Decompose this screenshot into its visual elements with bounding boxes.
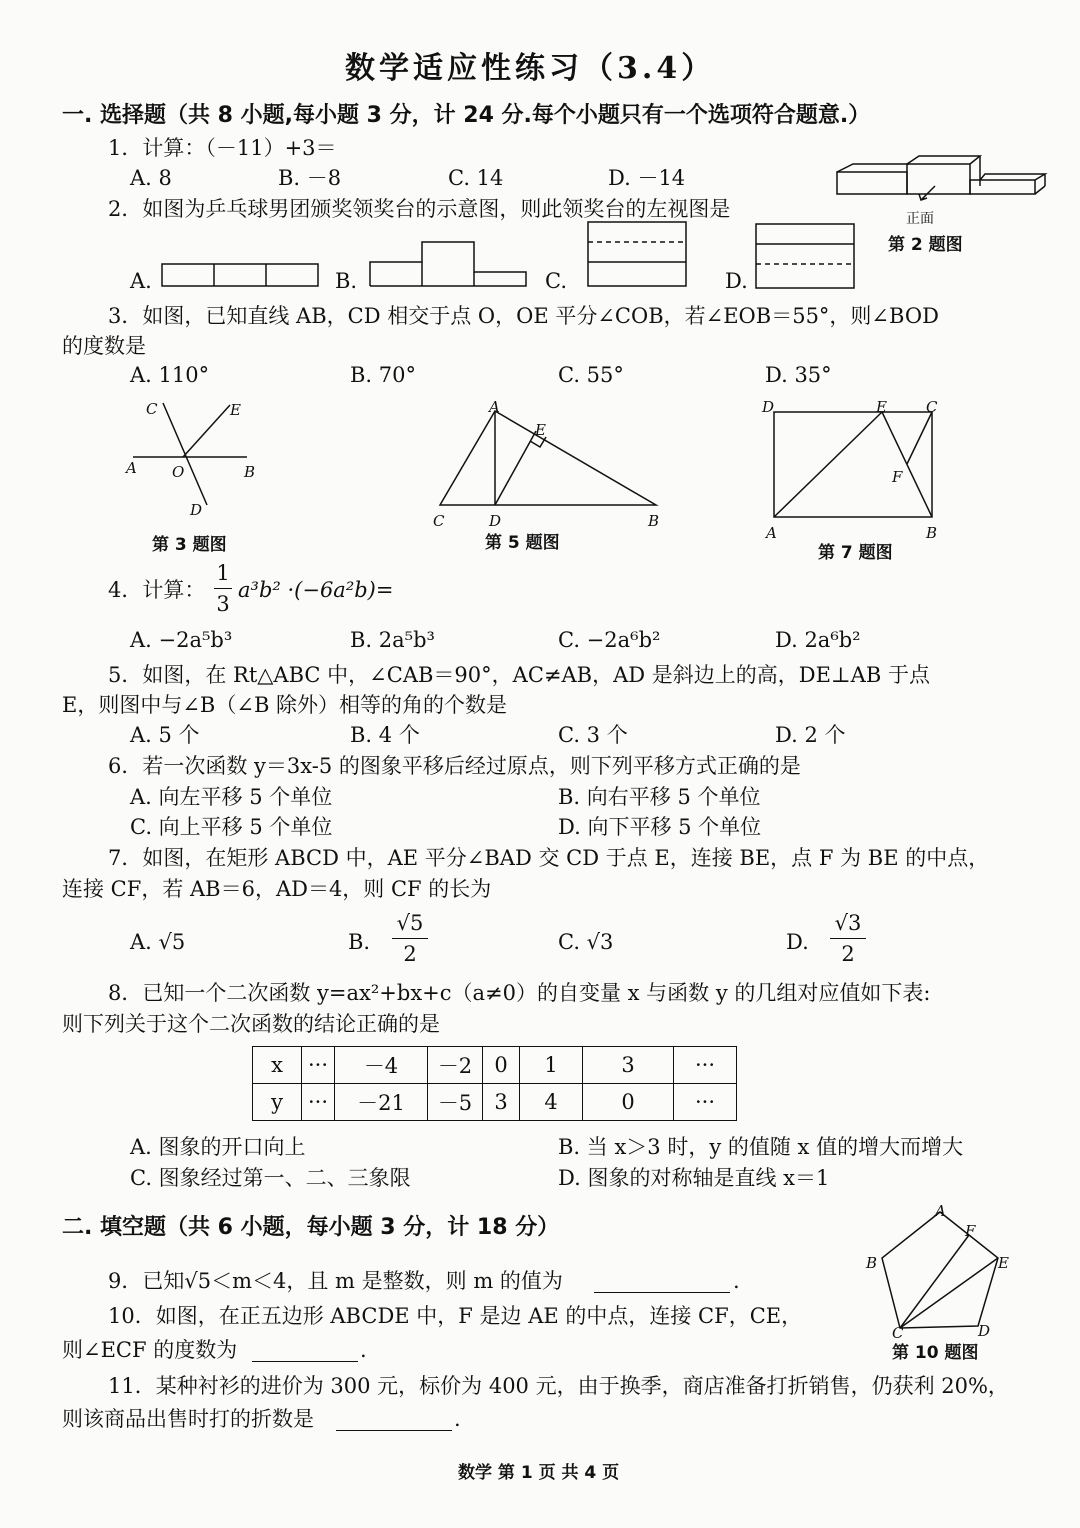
q3-option-a: A. 110° [130,363,210,387]
q4-option-c: C. −2a⁶b² [558,628,661,652]
q6-stem: 6．若一次函数 y＝3x-5 的图象平移后经过原点，则下列平移方式正确的是 [108,754,801,778]
q7-stem: 7．如图，在矩形 ABCD 中，AE 平分∠BAD 交 CD 于点 E，连接 BE，点 F 为 BE 的中点， [108,846,990,870]
q11-end: . [454,1407,461,1431]
fig10-label-b: B [866,1254,878,1272]
table-row [253,1047,737,1084]
q7-stem-cont: 连接 CF，若 AB＝6，AD＝4，则 CF 的长为 [62,877,492,901]
fig10-label-c: C [892,1324,904,1342]
q7-option-b-den: 2 [403,942,417,966]
q11-stem: 11．某种衬衫的进价为 300 元，标价为 400 元，由于换季，商店准备打折销售，仍获利 20%， [108,1374,1009,1398]
q2-option-c: C. [545,269,567,293]
table-cell: ··· [302,1084,335,1121]
q1-option-d: D. －14 [608,166,686,190]
q1-option-b: B. －8 [278,166,342,190]
q4-prefix: 4．计算： [108,578,206,602]
q2-option-d: D. [725,269,748,293]
q8-stem: 8．已知一个二次函数 y=ax²+bx+c（a≠0）的自变量 x 与函数 y 的几组对应值如下表: [108,981,931,1005]
q2-option-d-figure [754,222,858,290]
table-cell: 3 [583,1047,674,1084]
fig3-label-a: A [126,459,137,477]
table-cell: 4 [520,1084,583,1121]
q5-option-c: C. 3 个 [558,723,628,747]
fig5-label-d: D [489,512,502,530]
q6-option-d: D. 向下平移 5 个单位 [558,815,762,839]
q2-podium-figure [835,152,1050,232]
table-cell: ··· [302,1047,335,1084]
q7-option-d-den: 2 [841,942,855,966]
table-cell: y [253,1084,302,1121]
fig7-rectangle [770,400,940,525]
q5-option-b: B. 4 个 [350,723,420,747]
q7-option-d-num: √3 [834,911,862,935]
q3-stem-cont: 的度数是 [62,334,146,358]
fig7-label-c: C [926,398,938,416]
q2-option-c-figure [586,220,690,288]
q3-option-d: D. 35° [765,363,832,387]
q5-stem: 5．如图，在 Rt△ABC 中，∠CAB＝90°，AC≠AB，AD 是斜边上的高，DE⊥AB 于点 [108,663,930,687]
table-cell: 0 [583,1084,674,1121]
section-heading-choice: 一. 选择题（共 8 小题,每小题 3 分，计 24 分.每个小题只有一个选项符合题意.） [62,103,871,128]
q2-option-a: A. [130,269,152,293]
q2-option-b-figure [368,240,530,288]
table-row [253,1084,737,1121]
q6-option-a: A. 向左平移 5 个单位 [130,785,333,809]
q7-option-d-label: D. [786,930,809,954]
fig7-caption: 第 7 题图 [818,543,893,563]
q1-option-c: C. 14 [448,166,504,190]
fig7-label-b: B [926,524,938,542]
fig5-label-e: E [535,421,546,439]
fig10-label-f: F [965,1222,976,1240]
table-cell: －21 [335,1084,428,1121]
fig5-label-a: A [489,398,500,416]
q10-stem-cont: 则∠ECF 的度数为 [62,1338,238,1362]
table-cell: －2 [428,1047,483,1084]
q7-option-a: A. √5 [130,930,186,954]
fig3-label-c: C [146,400,158,418]
q3-option-b: B. 70° [350,363,417,387]
q2-option-b: B. [335,269,358,293]
fig10-label-a: A [935,1202,946,1220]
fig10-caption: 第 10 题图 [892,1343,979,1363]
fig7-label-f: F [892,468,903,486]
table-cell: －5 [428,1084,483,1121]
q7-option-b-label: B. [348,930,371,954]
fig5-label-b: B [648,512,660,530]
table-cell: x [253,1047,302,1084]
fig5-triangle [430,395,670,520]
front-label: 正面 [906,211,934,227]
q2-stem: 2．如图为乒乓球男团颁奖领奖台的示意图，则此领奖台的左视图是 [108,197,731,221]
q9-end: . [733,1269,740,1293]
q5-stem-cont: E，则图中与∠B（∠B 除外）相等的角的个数是 [62,693,508,717]
page-title: 数学适应性练习（3.4） [345,51,716,86]
fig5-caption: 第 5 题图 [485,533,560,553]
fig5-label-c: C [433,512,445,530]
q9-answer-blank[interactable] [594,1268,730,1293]
q4-fraction [214,560,232,617]
table-cell: 3 [483,1084,520,1121]
q1-stem: 1．计算：（－11）+3＝ [108,136,337,160]
table-cell: ··· [674,1084,737,1121]
page-footer: 数学 第 1 页 共 4 页 [458,1463,620,1483]
q5-option-a: A. 5 个 [130,723,200,747]
q8-option-c: C. 图象经过第一、二、三象限 [130,1166,411,1190]
fig3-label-d: D [190,501,203,519]
q6-option-b: B. 向右平移 5 个单位 [558,785,761,809]
fig10-label-e: E [998,1254,1009,1272]
q7-option-b-num: √5 [396,911,424,935]
fig3-caption: 第 3 题图 [152,535,227,555]
q8-option-b: B. 当 x＞3 时，y 的值随 x 值的增大而增大 [558,1135,964,1159]
q10-end: . [360,1338,367,1362]
q9-stem: 9．已知√5＜m＜4，且 m 是整数，则 m 的值为 [108,1269,563,1293]
q10-stem: 10．如图，在正五边形 ABCDE 中，F 是边 AE 的中点，连接 CF，CE， [108,1304,803,1328]
q7-option-d-fraction [830,910,866,967]
q4-option-d: D. 2a⁶b² [775,628,861,652]
q2-figure-caption: 第 2 题图 [888,235,963,255]
q2-option-a-figure [160,262,322,288]
q7-option-c: C. √3 [558,930,614,954]
fig7-label-a: A [766,524,777,542]
q6-option-c: C. 向上平移 5 个单位 [130,815,333,839]
q5-option-d: D. 2 个 [775,723,846,747]
q8-stem-cont: 则下列关于这个二次函数的结论正确的是 [62,1012,440,1036]
fig7-label-d: D [762,398,775,416]
section-heading-fill: 二. 填空题（共 6 小题，每小题 3 分，计 18 分） [62,1215,560,1240]
q10-answer-blank[interactable] [252,1337,358,1362]
q4-option-b: B. 2a⁵b³ [350,628,435,652]
q3-option-c: C. 55° [558,363,624,387]
table-cell: 1 [520,1047,583,1084]
table-cell: －4 [335,1047,428,1084]
fig10-label-d: D [978,1322,991,1340]
fig3-label-e: E [230,401,241,419]
q3-stem: 3．如图，已知直线 AB，CD 相交于点 O，OE 平分∠COB，若∠EOB＝55°，则∠BOD [108,304,939,328]
q4-denominator: 3 [216,592,230,616]
q11-stem-cont: 则该商品出售时打的折数是 [62,1407,314,1431]
q4-expression: a³b² ·(−6a²b)= [238,578,394,602]
q8-option-d: D. 图象的对称轴是直线 x＝1 [558,1166,830,1190]
q1-option-a: A. 8 [130,166,172,190]
q8-option-a: A. 图象的开口向上 [130,1135,306,1159]
q11-answer-blank[interactable] [336,1406,452,1431]
q7-option-b-fraction [392,910,428,967]
fig7-label-e: E [876,398,887,416]
table-cell: 0 [483,1047,520,1084]
table-cell: ··· [674,1047,737,1084]
q8-value-table [252,1046,737,1121]
fig3-label-o: O [172,463,185,481]
fig3-label-b: B [244,463,256,481]
q4-numerator: 1 [216,561,230,585]
q4-option-a: A. −2a⁵b³ [130,628,233,652]
